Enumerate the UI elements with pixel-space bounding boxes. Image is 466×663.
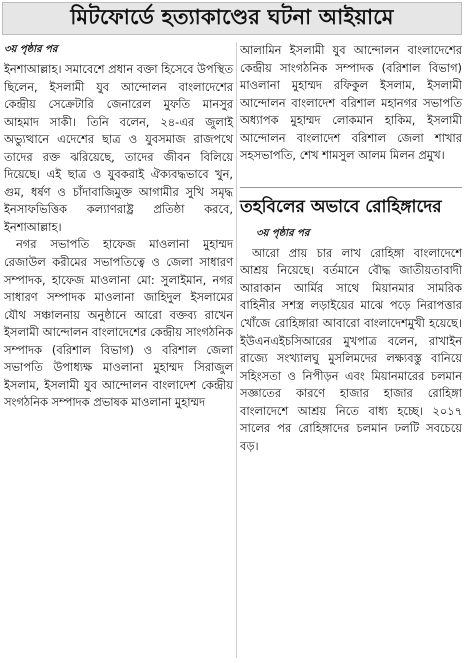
- article-paragraph: ইনশাআল্লাহ। সমাবেশে প্রধান বক্তা হিসেবে উপস্থিত ছিলেন, ইসলামী যুব আন্দোলন বাংলাদেশের কেন্দ্রীয় সেক্রেটারি জেনারেল মুফতি মানসুর আহমাদ সাকী। তিনি বলেন, ২৪-এর জুলাই অভ্যুত্থানে এদেশের ছাত্র ও যুবসমাজ রাজপথে তাদের রক্ত ঝরিয়েছে, তাদের জীবন বিলিয়ে দিয়েছে। এই ছাত্র ও যুবকরাই ঐক্যবদ্ধভাবে খুন, গুম, ধর্ষণ ও চাঁদাবাজিমুক্ত আগামীর সুখি সমৃদ্ধ ইনসাফভিত্তিক কল্যাণরাষ্ট্র প্রতিষ্ঠা করবে, ইনশাআল্লাহ।: [4, 62, 233, 234]
- article-subhead: তহবিলের অভাবে রোহিঙ্গাদের: [240, 187, 462, 222]
- right-column: [240, 42, 462, 455]
- continued-from-label: ৩য় পৃষ্ঠার পর: [256, 227, 310, 239]
- column-divider: [236, 42, 237, 658]
- article-paragraph: নগর সভাপতি হাফেজ মাওলানা মুহাম্মদ রেজাউল করীমের সভাপতিত্বে ও জেলা সাধারণ সম্পাদক, হাফেজ মাওলানা মো: সুলাইমান, নগর সাধারণ সম্পাদক মাওলানা জাহিদুল ইসলামের যৌথ সঞ্চালনায় অনুষ্ঠানে আরো বক্তব্য রাখেন ইসলামী আন্দোলন বাংলাদেশের কেন্দ্রীয় সাংগঠনিক সম্পাদক (বরিশাল বিভাগ) ও বরিশাল জেলা সভাপতি উপাধ্যক্ষ মাওলানা মুহাম্মদ সিরাজুল ইসলাম, ইসলামী যুব আন্দোলন বাংলাদেশ কেন্দ্রীয় সংগঠনিক সম্পাদক প্রভাষক মাওলানা মুহাম্মদ: [4, 237, 233, 410]
- continued-from-label: ৩য় পৃষ্ঠার পর: [4, 44, 58, 55]
- left-column: [4, 42, 233, 412]
- headline-banner: [2, 2, 462, 35]
- article-paragraph: আলামিন ইসলামী যুব আন্দোলন বাংলাদেশের কেন্দ্রীয় সাংগঠনিক সম্পাদক (বরিশাল বিভাগ) মাওলানা মুহাম্মদ রফিকুল ইসলাম, ইসলামী আন্দোলন বাংলাদেশ বরিশাল মহানগর সভাপতি অধ্যাপক মুহাম্মদ লোকমান হাকিম, ইসলামী আন্দোলন বাংলাদেশ বরিশাল জেলা শাখার সহসভাপতি, শেখ শামসুল আলম মিলন প্রমুখ।: [240, 43, 462, 163]
- headline: মিটফোর্ডে হত্যাকাণ্ডের ঘটনা আইয়ামে: [70, 5, 394, 29]
- article-paragraph: আরো প্রায় চার লাখ রোহিঙ্গা বাংলাদেশে আশ্রয় নিয়েছে। বর্তমানে বৌদ্ধ জাতীয়তাবাদী আরাকান আর্মির সাথে মিয়ানমার সামরিক বাহিনীর সশস্ত্র লড়াইয়ের মাঝে পড়ে নিরাপত্তার খোঁজে রোহিঙ্গারা আবারো বাংলাদেশমুখী হয়েছে। ইউএনএইচসিআরের মুখপাত্র বলেন, রাখাইন রাজ্যে সংখ্যালঘু মুসলিমদের লক্ষ্যবস্তু বানিয়ে সহিংসতা ও নিপীড়ন এবং মিয়ানমারের চলমান সজ্ঞাতের কারণে হাজার হাজার রোহিঙ্গা বাংলাদেশে আশ্রয় নিতে বাধ্য হচ্ছে। ২০১৭ সালের পর রোহিঙ্গাদের চলমান ঢলটি সবচেয়ে বড়।: [240, 245, 462, 453]
